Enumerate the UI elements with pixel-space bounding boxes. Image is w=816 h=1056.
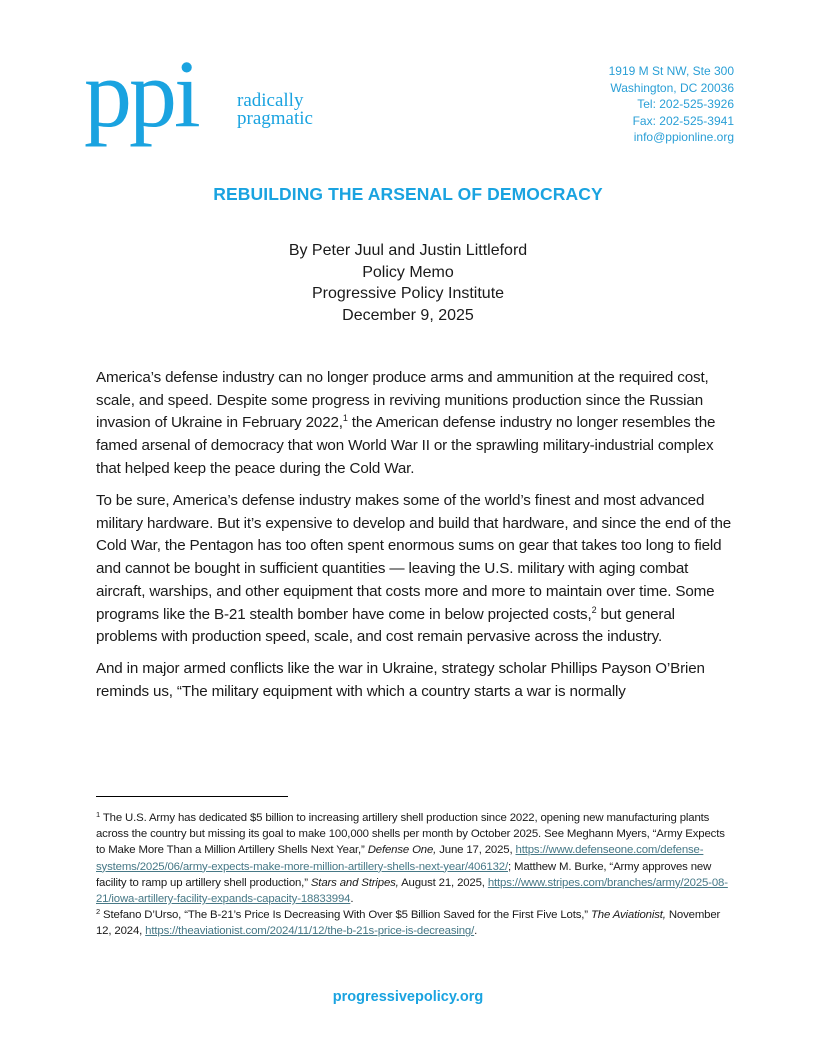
logo-tagline-line2: pragmatic xyxy=(237,108,313,129)
footnote-ref-1[interactable]: 1 xyxy=(342,413,348,424)
byline-date: December 9, 2025 xyxy=(342,306,474,324)
footnote-link[interactable]: https://www.defenseone.com/defense-systems/2025/06/army-expects-make-more-million-artillery-shells-next-year/406132/ xyxy=(96,844,704,873)
footnote-ref-2[interactable]: 2 xyxy=(591,604,597,615)
byline-organization: Progressive Policy Institute xyxy=(311,285,505,302)
footnote-1: $^1$ The U.S. Army has dedicated $5 billion to increasing artillery shell production since 2022, opening new manufacturing plants across the country but missing its goal to make 100,000 shells per month by October 2025. See Meghann Myers, “Army Expects to Make More Than a Million Artillery Shells Next Year,” Defense One, June 17, 2025, https://www.defenseone.com/defense-systems/2025/06/army-expects-make-more-million-artillery-shells-next-year/406132/; Matthew M. Burke, “Army approves new facility to ramp up artillery shell production,” Stars and Stripes, August 21, 2025, https://www.stripes.com/branches/army/2025-08-21/iowa-artillery-facility-expands-capacity-18833994. xyxy=(96,810,728,906)
footnote-link[interactable]: https://www.stripes.com/branches/army/2025-08-21/iowa-artillery-facility-expands-capacity-18833994 xyxy=(96,876,728,906)
address-fax: Fax: 202-525-3941 xyxy=(632,113,734,128)
logo-tagline xyxy=(237,92,313,128)
footnote-link[interactable]: https://theaviationist.com/2024/11/12/the-b-21s-price-is-decreasing/ xyxy=(145,925,475,938)
document-body xyxy=(96,367,732,713)
address-street: 1919 M St NW, Ste 300 xyxy=(608,64,734,78)
footnotes xyxy=(96,810,732,940)
address-tel: Tel: 202-525-3926 xyxy=(637,97,734,111)
byline-type: Policy Memo xyxy=(362,263,454,281)
byline-authors: By Peter Juul and Justin Littleford xyxy=(288,242,528,259)
footnote-separator xyxy=(96,796,288,797)
logo-tagline-line1: radically xyxy=(237,90,304,111)
document-title: REBUILDING THE ARSENAL OF DEMOCRACY xyxy=(213,184,603,204)
logo-mark: ppi xyxy=(84,40,198,147)
address-email[interactable]: info@ppionline.org xyxy=(633,130,734,144)
address-city: Washington, DC 20036 xyxy=(610,80,734,95)
contact-address-block xyxy=(609,63,734,146)
footnote-2: $^2$ Stefano D’Urso, “The B-21’s Price Is Decreasing With Over $5 Billion Saved for the First Five Lots,” The Aviationist, November 12, 2024, https://theaviationist.com/2024/11/12/the-b-21s-price-is-decreasing/. xyxy=(96,907,721,938)
byline xyxy=(0,240,816,326)
paragraph: America’s defense industry can no longer produce arms and ammunition at the required cost, scale, and speed. Despite some progress in reviving munitions production since the Russian invasion of Ukraine in February 2022,$^1$ the American defense industry no longer resembles the famed arsenal of democracy that won World War II or the sprawling military-industrial complex that helped keep the peace during the Cold War. xyxy=(96,369,716,477)
footer-url[interactable]: progressivepolicy.org xyxy=(332,989,484,1005)
paragraph: To be sure, America’s defense industry makes some of the world’s finest and most advanced military hardware. But it’s expensive to develop and build that hardware, and since the end of the Cold War, the Pentagon has too often spent enormous sums on gear that takes too long to field and cannot be bought in sufficient quantities — leaving the U.S. military with aging combat aircraft, warships, and other equipment that costs more and more to maintain over time. Some programs like the B-21 stealth bomber have come in below projected costs,$^2$ but general problems with production speed, scale, and cost remain pervasive across the industry. xyxy=(96,492,732,646)
paragraph: And in major armed conflicts like the war in Ukraine, strategy scholar Phillips Payson O’Brien reminds us, “The military equipment with which a country starts a war is normally xyxy=(96,660,705,701)
ppi-logo xyxy=(84,40,344,147)
